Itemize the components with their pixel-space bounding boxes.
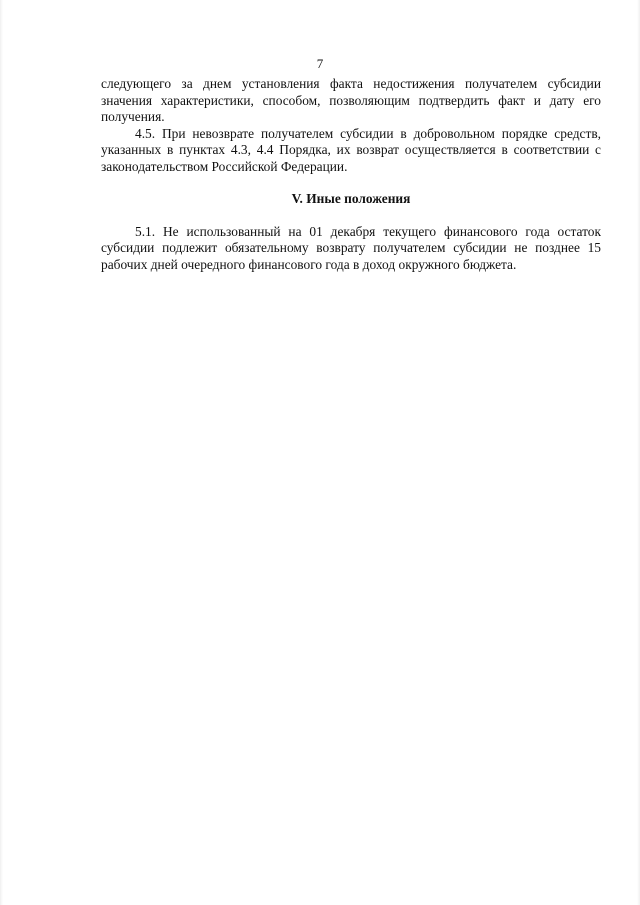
page-edge-left [0, 0, 3, 905]
section-title: V. Иные положения [291, 191, 411, 206]
paragraph-4-5: 4.5. При невозврате получателем субсидии в добровольном порядке средств, указанных в пунктах 4.3, 4.4 Порядка, их возврат осуществляется в соответствии с законодательством Российской Федерации. [101, 125, 601, 174]
document-body [101, 76, 601, 273]
paragraph-continuation: следующего за днем установления факта недостижения получателем субсидии значения характеристики, способом, позволяющим подтвердить факт и дату его получения. [101, 76, 601, 124]
page-number: 7 [316, 56, 324, 71]
paragraph-5-1: 5.1. Не использованный на 01 декабря текущего финансового года остаток субсидии подлежит обязательному возврату получателем субсидии не позднее 15 рабочих дней очередного финансового года в доход окружного бюджета. [101, 223, 601, 272]
